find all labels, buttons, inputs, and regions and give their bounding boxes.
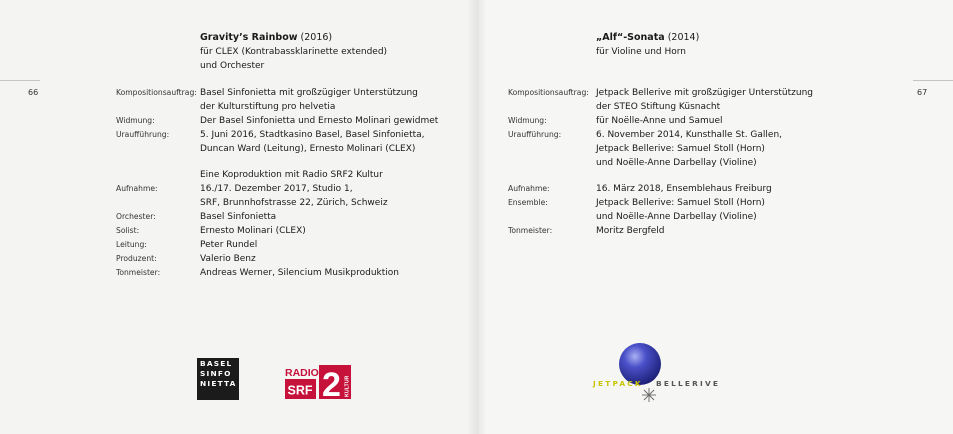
credit-value: Jetpack Bellerive: Samuel Stoll (Horn)	[596, 198, 765, 208]
jetpack-word: JETPACK	[593, 379, 643, 388]
credit-label: Tonmeister:	[116, 268, 161, 277]
srf-two-glyph: 2	[322, 366, 341, 401]
srf-srf-text: SRF	[287, 383, 313, 398]
credit-value: Duncan Ward (Leitung), Ernesto Molinari (CLEX)	[200, 144, 416, 154]
credit-label: Uraufführung:	[508, 130, 562, 139]
basel-logo-line: BASEL	[200, 359, 233, 368]
credit-label: Solist:	[116, 226, 140, 235]
work-subtitle-line: für Violine und Horn	[596, 47, 687, 57]
credit-label: Widmung:	[508, 116, 547, 125]
credit-label: Orchester:	[116, 212, 156, 221]
radio-srf2-kultur-logo	[285, 365, 351, 401]
credit-value: SRF, Brunnhofstrasse 22, Zürich, Schweiz	[200, 198, 388, 208]
credit-value: Valerio Benz	[200, 254, 256, 264]
credit-label: Uraufführung:	[116, 130, 170, 139]
star-sparkle-icon	[642, 388, 656, 402]
credit-value: Peter Rundel	[200, 240, 258, 250]
work-title-name: Gravity’s Rainbow	[200, 32, 298, 43]
credit-value: Ernesto Molinari (CLEX)	[200, 226, 306, 236]
work-subtitle-line: und Orchester	[200, 61, 265, 71]
basel-logo-line: NIETTA	[200, 379, 237, 388]
credit-value: 16./17. Dezember 2017, Studio 1,	[200, 184, 353, 194]
work-title-name: „Alf“-Sonata	[596, 32, 665, 43]
jetpack-bellerive-logo	[590, 340, 730, 410]
work-title-year: (2016)	[300, 32, 333, 43]
credit-label: Kompositionsauftrag:	[508, 88, 589, 97]
work-title-year: (2014)	[667, 32, 700, 43]
srf-kultur-text: KULTUR	[344, 375, 351, 397]
credit-value: Basel Sinfonietta	[200, 212, 277, 222]
credit-value: Basel Sinfonietta mit großzügiger Unterstützung	[200, 88, 418, 98]
credit-value: und Noëlle-Anne Darbellay (Violine)	[596, 212, 757, 222]
credit-label: Tonmeister:	[508, 226, 553, 235]
credit-label: Aufnahme:	[508, 184, 550, 193]
work-subtitle-line: für CLEX (Kontrabassklarinette extended)	[200, 47, 388, 57]
credit-value: und Noëlle-Anne Darbellay (Violine)	[596, 158, 757, 168]
credit-value: Der Basel Sinfonietta und Ernesto Molinari gewidmet	[200, 116, 439, 126]
credit-value: Jetpack Bellerive: Samuel Stoll (Horn)	[596, 144, 765, 154]
credit-value: Moritz Bergfeld	[596, 226, 665, 236]
book-gutter	[467, 0, 487, 434]
credit-value: 16. März 2018, Ensemblehaus Freiburg	[596, 184, 772, 194]
srf-radio-text: RADIO	[285, 367, 319, 379]
work-title	[596, 31, 699, 45]
credit-value: 6. November 2014, Kunsthalle St. Gallen,	[596, 130, 783, 140]
page-number: 67	[917, 88, 928, 97]
basel-sinfonietta-logo	[197, 358, 239, 400]
page-number: 66	[28, 88, 39, 97]
credit-label: Aufnahme:	[116, 184, 158, 193]
credit-label: Kompositionsauftrag:	[116, 88, 197, 97]
page-rule-left	[0, 80, 40, 81]
credit-value: der STEO Stiftung Küsnacht	[596, 102, 721, 112]
left-page	[0, 0, 476, 434]
credit-value: 5. Juni 2016, Stadtkasino Basel, Basel Sinfonietta,	[200, 130, 425, 140]
credit-label: Widmung:	[116, 116, 155, 125]
credit-label: Produzent:	[116, 254, 157, 263]
credit-value: Jetpack Bellerive mit großzügiger Unterstützung	[596, 88, 813, 98]
credit-label: Ensemble:	[508, 198, 548, 207]
credit-label: Leitung:	[116, 240, 147, 249]
credit-value: für Noëlle-Anne und Samuel	[596, 116, 723, 126]
bellerive-word: BELLERIVE	[656, 379, 721, 388]
work-title	[200, 31, 332, 45]
credit-value: der Kulturstiftung pro helvetia	[200, 102, 336, 112]
basel-logo-line: SINFO	[200, 369, 232, 378]
credit-value: Andreas Werner, Silencium Musikproduktion	[200, 268, 399, 278]
coproduction-note: Eine Koproduktion mit Radio SRF2 Kultur	[200, 170, 383, 180]
page-rule-right	[913, 80, 953, 81]
